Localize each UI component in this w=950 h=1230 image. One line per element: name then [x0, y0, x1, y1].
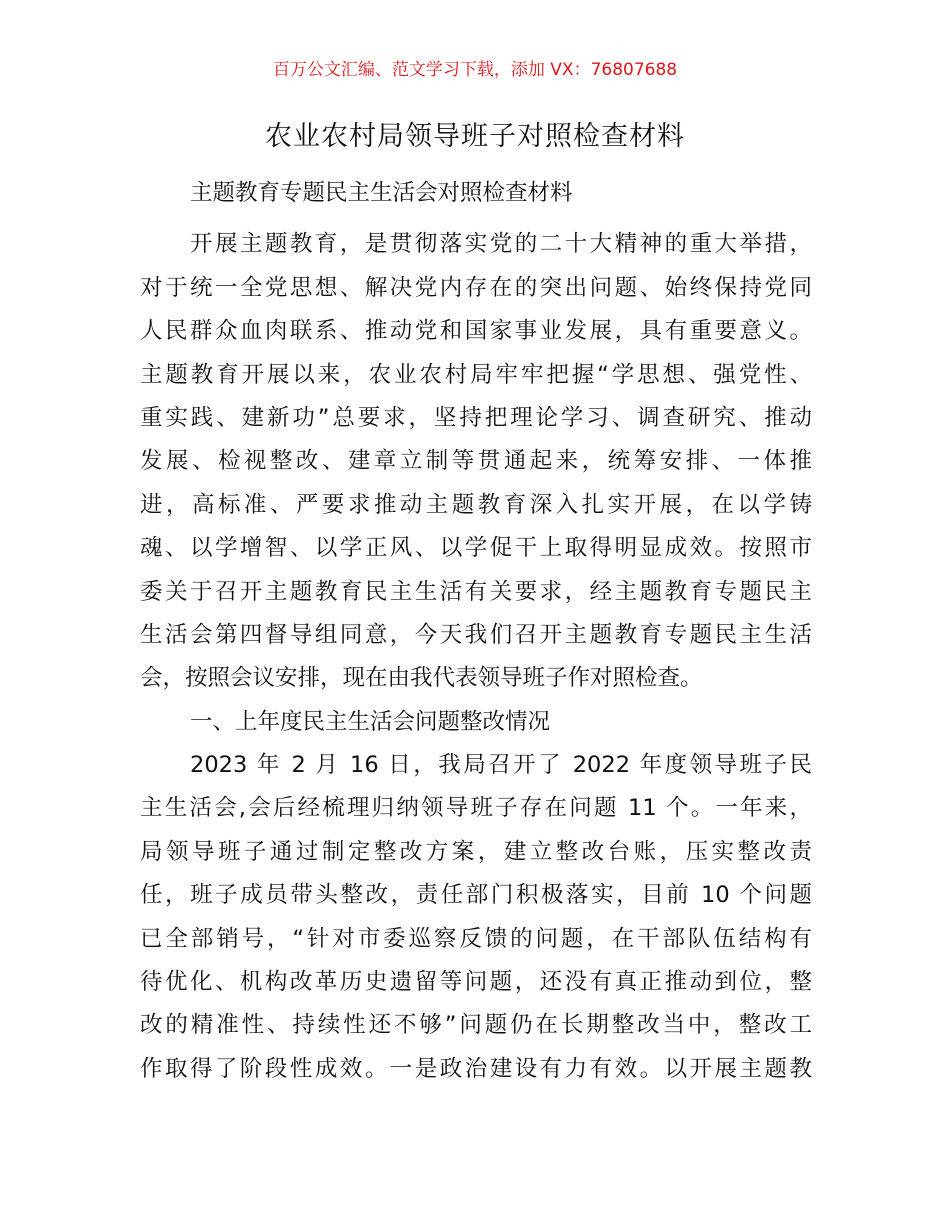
- text-line: 已全部销号，“针对市委巡察反馈的问题，在干部队伍结构有: [140, 925, 812, 952]
- text-line: 人民群众血肉联系、推动党和国家事业发展，具有重要意义。: [140, 318, 812, 345]
- spacer: [140, 215, 812, 223]
- text-line: 重实践、建新功”总要求，坚持把理论学习、调查研究、推动: [140, 404, 812, 431]
- text-line: 主生活会,会后经梳理归纳领导班子存在问题 11 个。一年来，: [140, 795, 812, 822]
- text-line: 改的精准性、持续性还不够”问题仍在长期整改当中，整改工: [140, 1012, 812, 1039]
- document-subtitle: 主题教育专题民主生活会对照检查材料: [190, 180, 573, 206]
- text-line: 2023 年 2 月 16 日，我局召开了 2022 年度领导班子民: [190, 752, 812, 779]
- text-line: 委关于召开主题教育民主生活有关要求，经主题教育专题民主: [140, 578, 812, 605]
- text-line: 会，按照会议安排，现在由我代表领导班子作对照检查。: [140, 665, 703, 692]
- document-body: [140, 172, 812, 1091]
- document-title: 农业农村局领导班子对照检查材料: [265, 121, 685, 152]
- text-line: 进，高标准、严要求推动主题教育深入扎实开展，在以学铸: [140, 491, 812, 518]
- text-line: 作取得了阶段性成效。一是政治建设有力有效。以开展主题教: [140, 1055, 812, 1082]
- text-line: 待优化、机构改革历史遗留等问题，还没有真正推动到位，整: [140, 969, 812, 996]
- text-line: 局领导班子通过制定整改方案，建立整改台账，压实整改责: [140, 838, 812, 865]
- paragraph-section-1: [140, 744, 812, 1091]
- text-line: 开展主题教育，是贯彻落实党的二十大精神的重大举措，: [190, 231, 812, 258]
- text-line: 任，班子成员带头整改，责任部门积极落实，目前 10 个问题: [140, 882, 812, 909]
- watermark-banner: 百万公文汇编、范文学习下载，添加 VX：76807688: [272, 60, 678, 80]
- text-line: 发展、检视整改、建章立制等贯通起来，统筹安排、一体推: [140, 448, 812, 475]
- text-line: 对于统一全党思想、解决党内存在的突出问题、始终保持党同: [140, 274, 812, 301]
- text-line: 魂、以学增智、以学正风、以学促干上取得明显成效。按照市: [140, 535, 812, 562]
- paragraph-intro: [140, 223, 812, 700]
- text-line: 主题教育开展以来，农业农村局牢牢把握“学思想、强党性、: [140, 361, 812, 388]
- text-line: 生活会第四督导组同意，今天我们召开主题教育专题民主生活: [140, 621, 812, 648]
- section-heading: [140, 701, 812, 744]
- heading-line: 一、上年度民主生活会问题整改情况: [190, 708, 551, 735]
